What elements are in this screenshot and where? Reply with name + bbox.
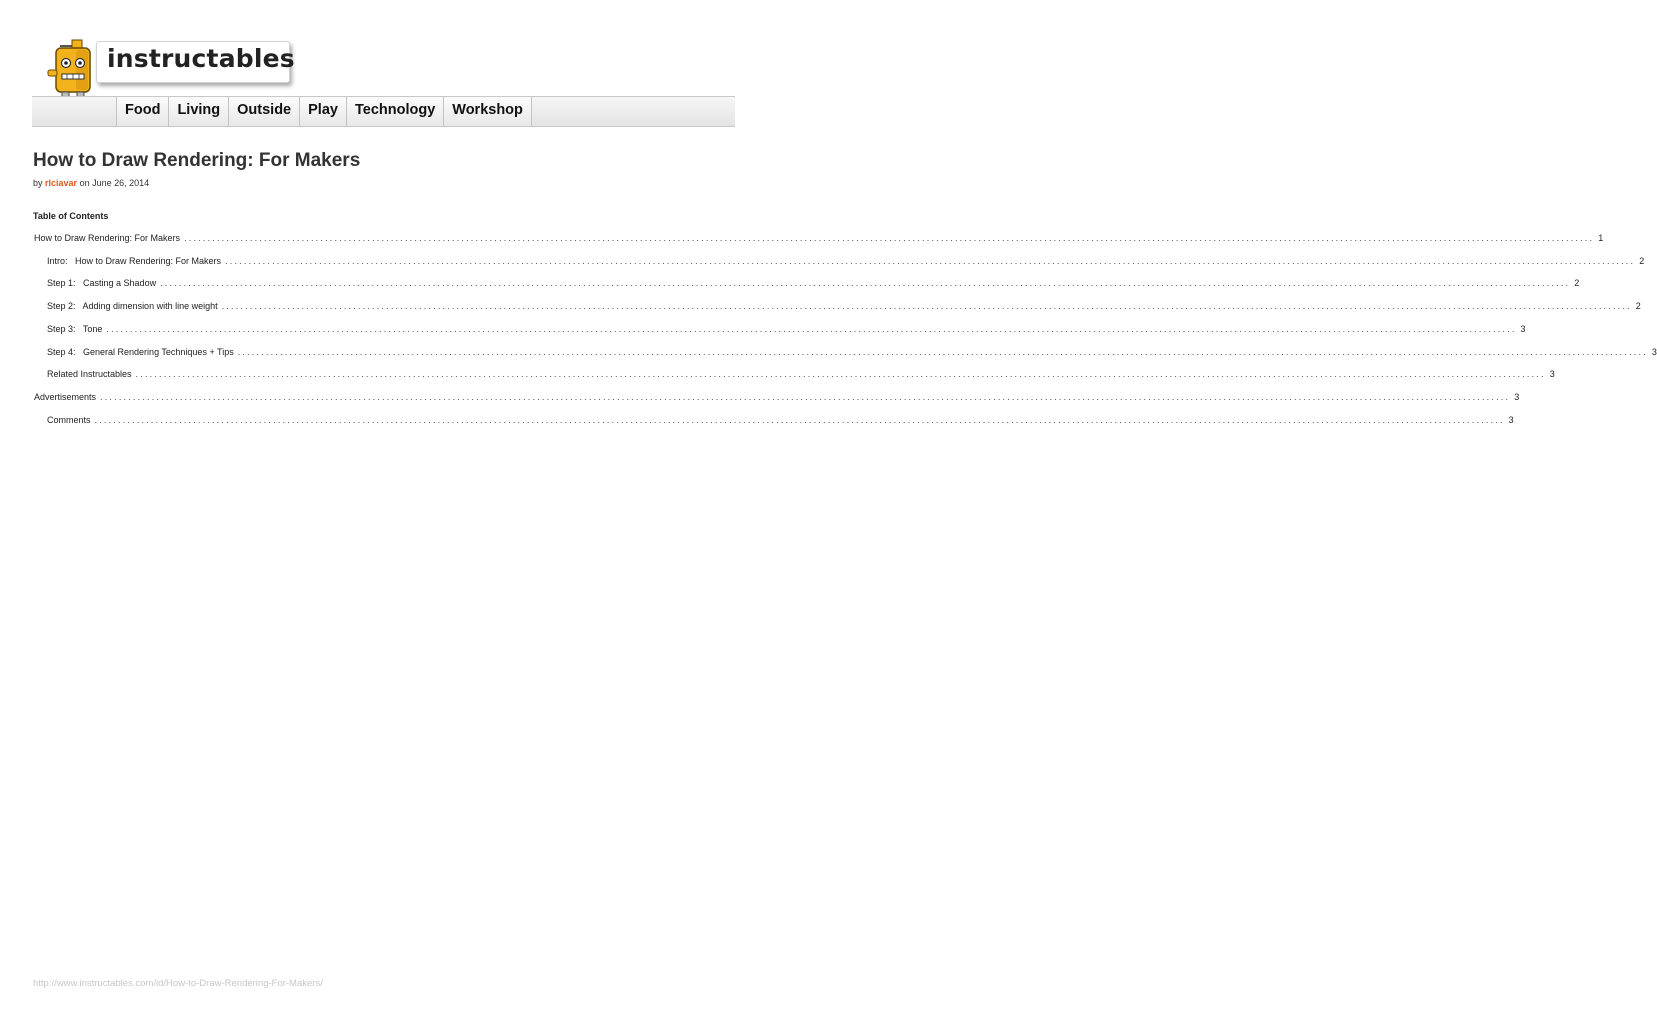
author-link[interactable]: rlciavar [45,178,78,188]
toc-entry-label[interactable]: Advertisements [34,391,97,402]
toc-entry[interactable] [34,233,1604,247]
nav-item-food[interactable]: Food [116,97,168,126]
toc-entry-label[interactable]: Step 2: Adding dimension with line weight [47,301,218,312]
toc-entry-label[interactable]: Step 1: Casting a Shadow [47,278,157,289]
toc-page-number: 3 [1651,346,1657,357]
toc-entry[interactable] [34,391,1520,406]
toc-leader-dots: ............................................................................................................................................................................................................................................................................................................ [184,233,1595,243]
logo-text: instructables [107,44,295,73]
toc-leader-dots: ............................................................................................................................................................................................................................................................................................................ [135,369,1546,380]
toc-entry-label[interactable]: Step 3: Tone [47,323,103,334]
byline [33,178,149,188]
toc-leader-dots: ............................................................................................................................................................................................................................................................................................................ [106,323,1517,334]
byline-prefix: by [33,178,43,188]
nav-item-workshop[interactable]: Workshop [443,97,532,126]
toc-leader-dots: ............................................................................................................................................................................................................................................................................................................ [221,301,1632,312]
nav-item-technology[interactable]: Technology [346,97,443,126]
toc-page-number: 3 [1520,323,1526,334]
toc-entry[interactable] [47,414,1514,429]
toc-entry[interactable] [47,369,1555,383]
toc-page-number: 3 [1508,414,1514,425]
category-navbar [32,96,735,127]
toc-entry[interactable] [47,323,1526,338]
toc-page-number: 2 [1635,301,1641,312]
toc-entry[interactable] [47,255,1645,270]
toc-page-number: 2 [1639,255,1645,266]
toc-page-number: 3 [1549,369,1555,380]
toc-entry[interactable] [47,346,1657,361]
toc-entry-label[interactable]: Intro: How to Draw Rendering: For Makers [47,255,222,266]
site-logo[interactable] [96,41,295,83]
nav-item-outside[interactable]: Outside [228,97,299,126]
toc-leader-dots: ............................................................................................................................................................................................................................................................................................................ [100,391,1511,402]
byline-date: on June 26, 2014 [79,178,150,188]
toc-entry-label[interactable]: How to Draw Rendering: For Makers [34,233,181,243]
toc-entry[interactable] [47,278,1580,292]
toc-leader-dots: ............................................................................................................................................................................................................................................................................................................ [225,255,1636,266]
toc-page-number: 1 [1598,233,1604,243]
page-title: How to Draw Rendering: For Makers [33,150,361,171]
nav-item-living[interactable]: Living [168,97,228,126]
toc-leader-dots: ............................................................................................................................................................................................................................................................................................................ [94,414,1505,425]
toc-entry-label[interactable]: Comments [47,414,91,425]
nav-list [116,97,532,126]
toc-entry-label[interactable]: Related Instructables [47,369,132,380]
site-header [0,0,768,130]
toc-entry[interactable] [47,301,1641,315]
toc-heading: Table of Contents [33,211,109,221]
toc-leader-dots: ............................................................................................................................................................................................................................................................................................................ [160,278,1571,289]
nav-item-play[interactable]: Play [299,97,346,126]
toc-page-number: 2 [1574,278,1580,289]
toc-leader-dots: ............................................................................................................................................................................................................................................................................................................ [237,346,1648,357]
footer-url[interactable]: http://www.instructables.com/id/How-to-Draw-Rendering-For-Makers/ [33,978,323,989]
toc-entry-label[interactable]: Step 4: General Rendering Techniques + Tips [47,346,234,357]
toc-page-number: 3 [1514,391,1520,402]
